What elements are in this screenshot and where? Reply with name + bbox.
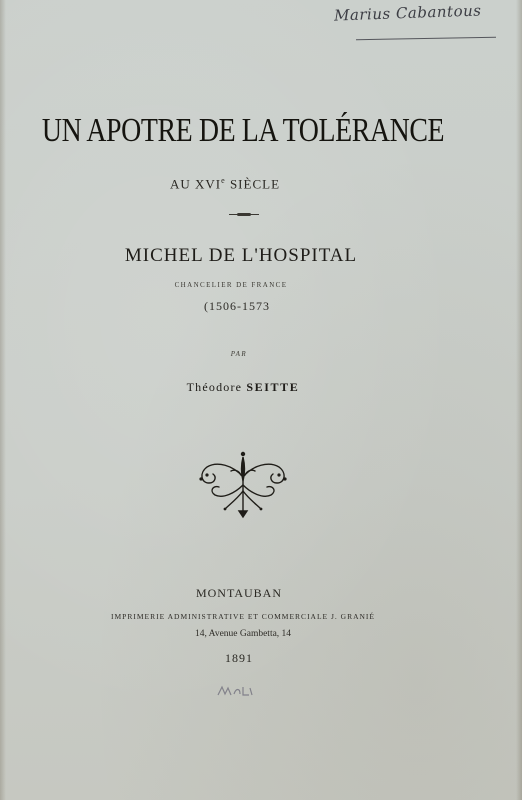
subject-name: MICHEL DE L'HOSPITAL xyxy=(124,245,358,266)
subtitle-roman-i: I xyxy=(215,176,222,192)
divider-rule xyxy=(229,214,259,215)
imprint-place: MONTAUBAN xyxy=(195,586,283,600)
subject-dates: (1506-1573 xyxy=(204,299,270,313)
signature-underline xyxy=(356,37,496,40)
subject-office: CHANCELIER DE FRANCE xyxy=(174,281,288,289)
book-title xyxy=(41,112,472,150)
subtitle-prefix: AU XV xyxy=(169,176,216,192)
page-edge-right xyxy=(516,0,522,800)
imprint-printer: IMPRIMERIE ADMINISTRATIVE ET COMMERCIALE J. GRANIÉ xyxy=(110,612,376,621)
book-title-text: UN APOTRE DE LA TOLÉRANCE xyxy=(41,112,445,149)
subtitle-suffix: SIÈCLE xyxy=(225,176,281,192)
book-subtitle xyxy=(0,176,486,192)
subtitle-superscript: e xyxy=(221,176,226,185)
imprint-year: 1891 xyxy=(225,651,253,665)
author-first-name: Théodore xyxy=(186,380,243,394)
author-line xyxy=(0,380,504,395)
author-last-name: SEITTE xyxy=(246,380,300,394)
handwritten-signature: Marius Cabantous xyxy=(333,1,482,25)
by-label: PAR xyxy=(230,350,248,358)
library-stamp-icon xyxy=(216,684,254,698)
imprint-address: 14, Avenue Gambetta, 14 xyxy=(194,629,292,639)
fleuron-ornament-icon xyxy=(195,447,291,521)
page-edge-left xyxy=(0,0,6,800)
